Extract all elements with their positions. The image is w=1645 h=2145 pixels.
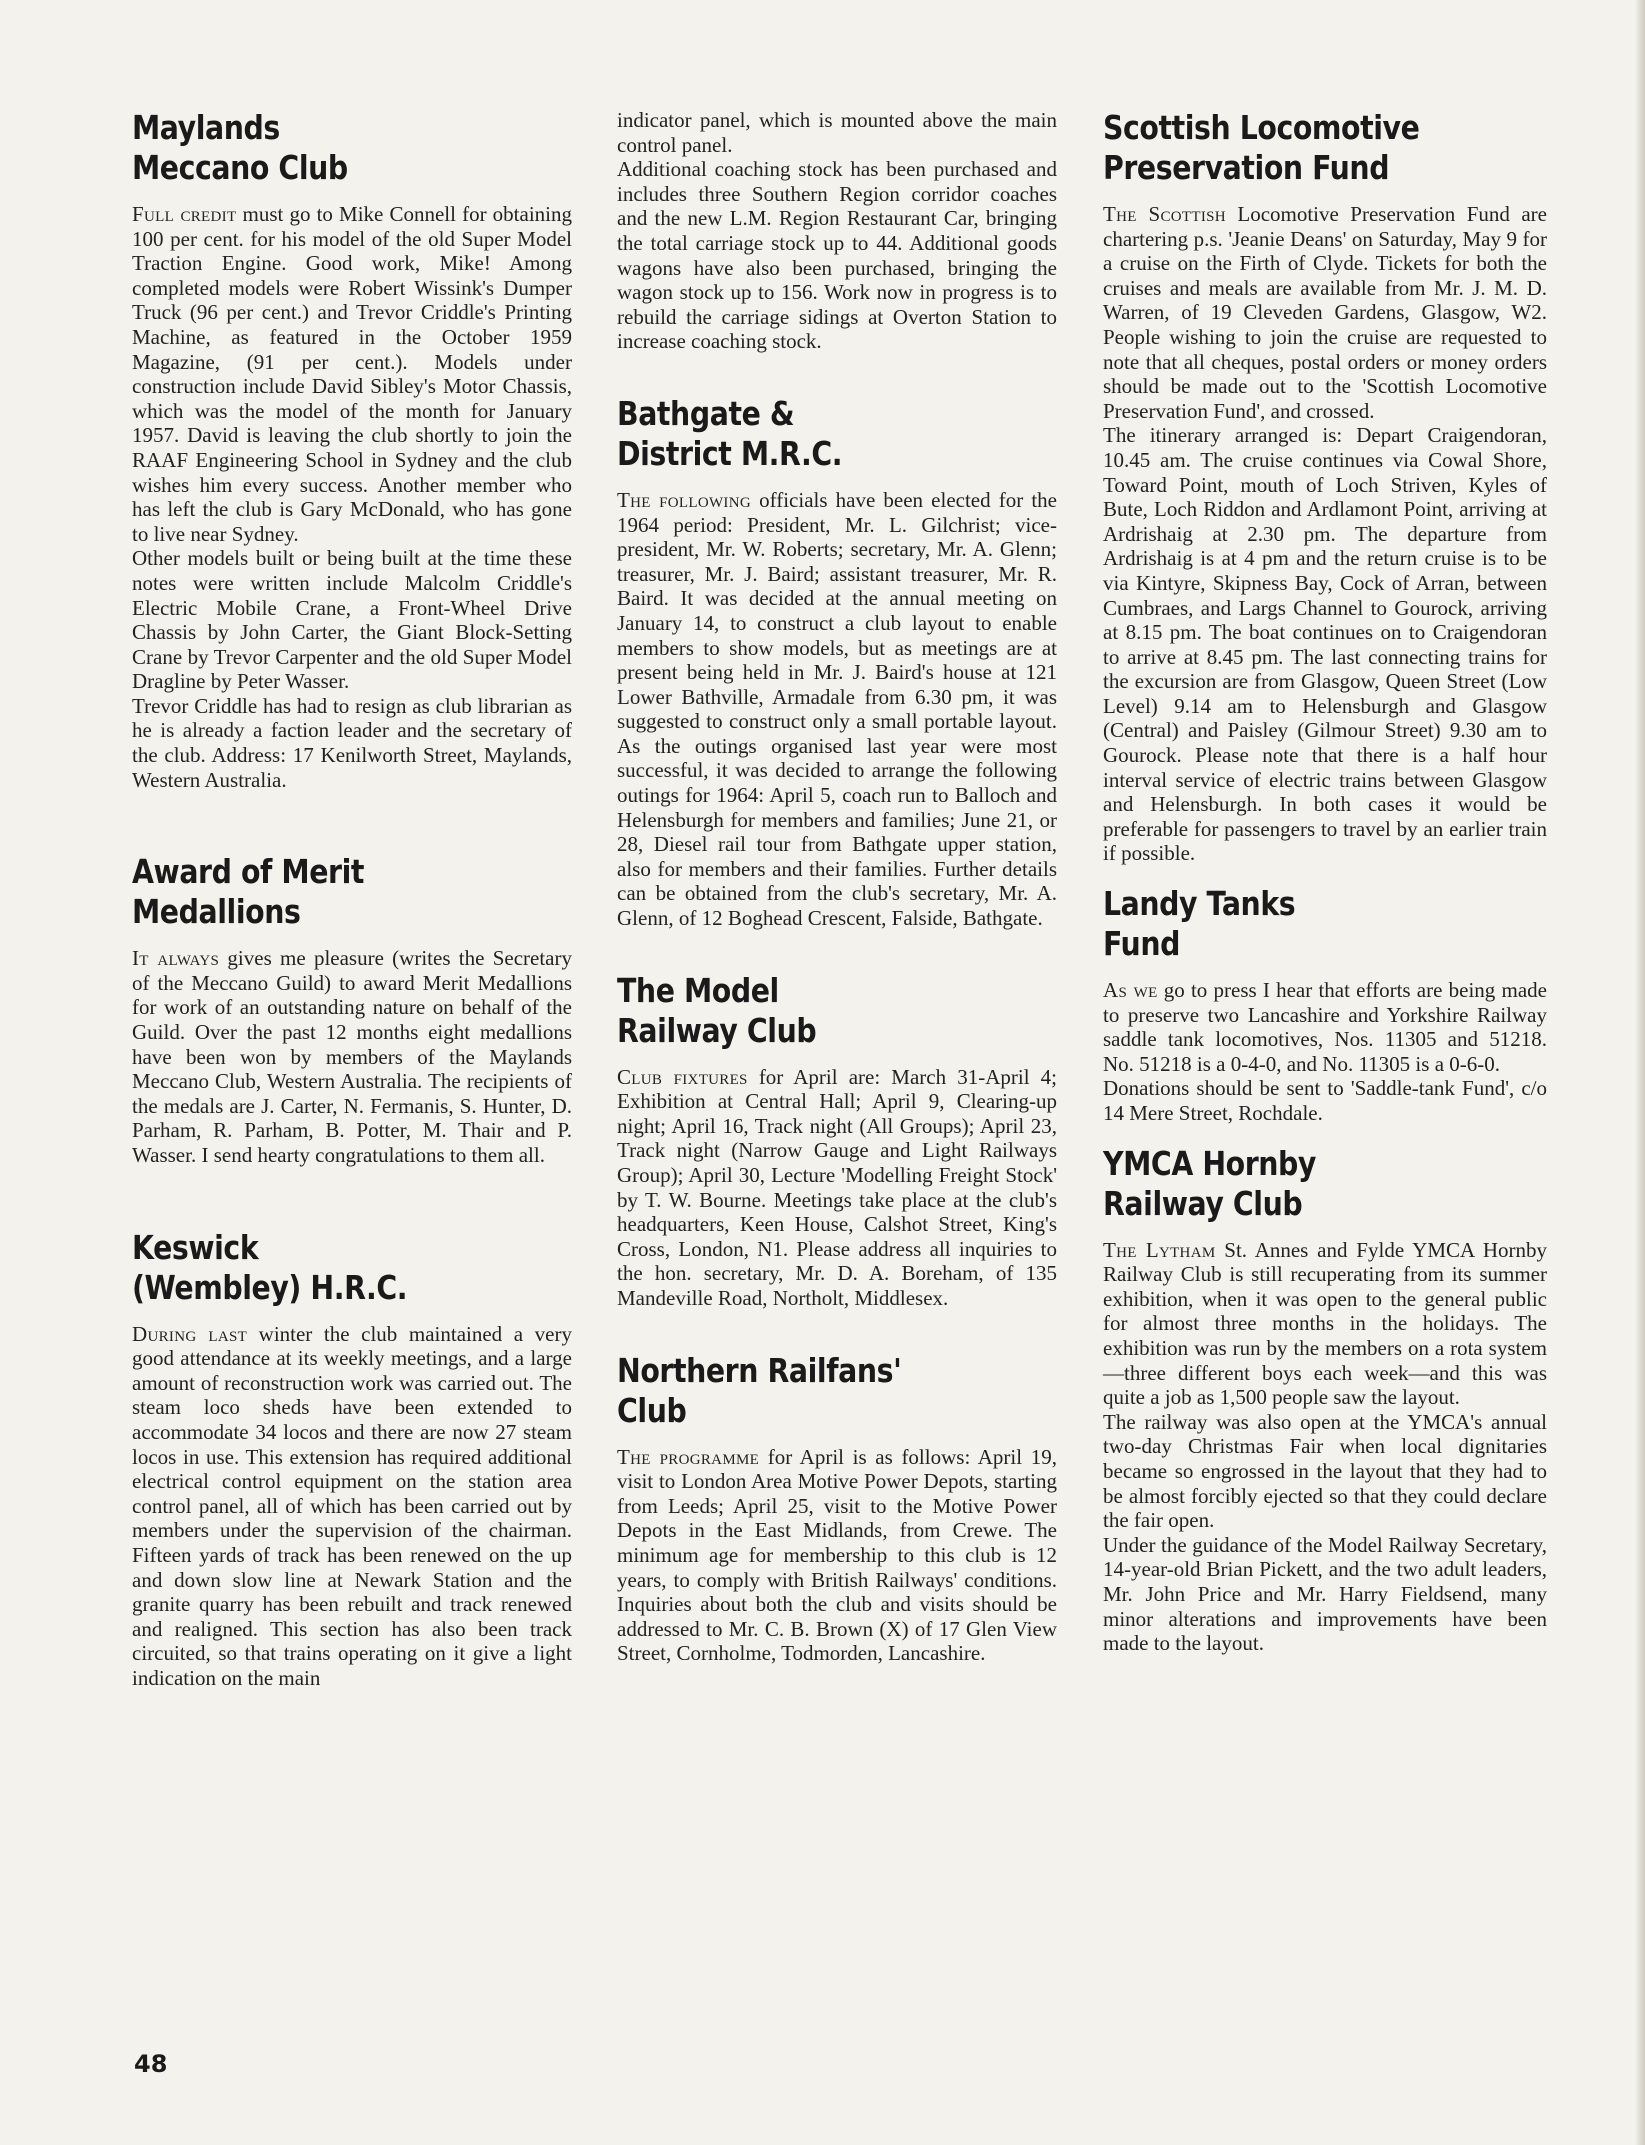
article-ymca-hornby-railway-club [1103, 1144, 1547, 1656]
heading-line: Railway Club [617, 1010, 817, 1050]
lead-in: The Lytham [1103, 1237, 1216, 1262]
heading-line: Landy Tanks [1103, 884, 1296, 924]
heading-line: Fund [1103, 924, 1180, 964]
paragraph [1103, 978, 1547, 1076]
heading-line: Keswick [132, 1227, 259, 1267]
heading-line: Medallions [132, 892, 301, 932]
paragraph: Under the guidance of the Model Railway Secretary, 14-year-old Brian Pickett, and the two adult leaders, Mr. John Price and Mr. Harry Fieldsend, many minor alterations and improvements have been made to the layout. [1103, 1532, 1547, 1656]
heading-line: Railway Club [1103, 1183, 1303, 1223]
article-heading [1103, 1144, 1485, 1224]
article-heading [617, 1351, 995, 1431]
article-maylands-meccano-club [132, 108, 572, 792]
heading-line: Scottish Locomotive [1103, 108, 1420, 147]
heading-line: (Wembley) H.R.C. [132, 1267, 408, 1307]
column-3 [1103, 108, 1547, 1656]
article-heading [132, 108, 510, 188]
paragraph: The railway was also open at the YMCA's annual two-day Christmas Fair when local dignitaries became so engrossed in the layout that they had to be almost forcibly ejected so that they could declare the fair open. [1103, 1409, 1547, 1533]
article-landy-tanks-fund [1103, 884, 1547, 1126]
article-the-model-railway-club [617, 971, 1057, 1311]
paragraph-text: gives me pleasure (writes the Secretary of the Meccano Guild) to award Merit Medallions for work of an outstanding nature on behalf of the Guild. Over the past 12 months eight medallions have been won by members of the Maylands Meccano Club, Western Australia. The recipients of the medals are J. Carter, N. Fermanis, S. Hunter, D. Parham, R. Parham, B. Potter, M. Thair and P. Wasser. I send hearty congratulations to them all. [132, 946, 572, 1167]
article-heading [1103, 108, 1485, 188]
lead-in: The programme [617, 1444, 760, 1469]
paragraph-text: St. Annes and Fylde YMCA Hornby Railway Club is still recuperating from its summer exhibition, when it was open to the general public for almost three months in the holidays. The exhibition was run by the members on a rota system—three different boys each week—and this was quite a job as 1,500 people saw the layout. [1103, 1237, 1547, 1410]
heading-line: Club [617, 1390, 687, 1430]
lead-in: Club fixtures [617, 1064, 748, 1089]
lead-in: Full credit [132, 202, 237, 226]
article-heading [132, 852, 510, 932]
article-body [1103, 1238, 1547, 1656]
paragraph-text: Locomotive Preservation Fund are chartering p.s. 'Jeanie Deans' on Saturday, May 9 for a cruise on the Firth of Clyde. Tickets for both the cruises and meals are available from Mr. J. M. D. Warren, of 19 Cleveden Gardens, Glasgow, W2. People wishing to join the cruise are requested to note that all cheques, postal orders or money orders should be made out to the 'Scottish Locomotive Preservation Fund', and crossed. [1103, 202, 1547, 423]
lead-in: During last [132, 1321, 248, 1346]
paragraph-text: go to press I hear that efforts are being made to preserve two Lancashire and Yorkshire Railway saddle tank locomotives, Nos. 11305 and 51218. No. 51218 is a 0-4-0, and No. 11305 is a 0-6-0. [1103, 978, 1547, 1076]
paragraph: Additional coaching stock has been purchased and includes three Southern Region corridor coaches and the new L.M. Region Restaurant Car, bringing the total carriage stock up to 44. Additional goods wagons have also been purchased, bringing the wagon stock up to 156. Work now in progress is to rebuild the carriage sidings at Overton Station to increase coaching stock. [617, 157, 1057, 354]
article-body [132, 946, 572, 1167]
paragraph [617, 1445, 1057, 1666]
article-body [617, 488, 1057, 931]
article-body [132, 202, 572, 792]
heading-line: Preservation Fund [1103, 148, 1390, 187]
article-body [1103, 978, 1547, 1126]
article-body [617, 1445, 1057, 1666]
paragraph [132, 946, 572, 1167]
paragraph-text: winter the club maintained a very good attendance at its weekly meetings, and a large amount of reconstruction work was carried out. The steam loco sheds have been extended to accommodate 34 locos and there are now 27 steam locos in use. This extension has required additional electrical control equipment on the station area control panel, all of which has been carried out by members under the supervision of the chairman. Fifteen yards of track has been renewed on the up and down slow line at Newark Station and the granite quarry has been rebuilt and track renewed and realigned. This section has also been track circuited, so that trains operating on it give a light indication on the main [132, 1321, 572, 1690]
paragraph [1103, 202, 1547, 423]
heading-line: Bathgate & [617, 393, 795, 433]
paragraph [617, 1065, 1057, 1311]
paragraph [132, 1322, 572, 1691]
page-number: 48 [134, 2050, 168, 2078]
paragraph: The itinerary arranged is: Depart Craigendoran, 10.45 am. The cruise continues via Cowal Shore, Toward Point, mouth of Loch Striven, Kyles of Bute, Loch Riddon and Ardlamont Point, arriving at Ardrishaig at 2.30 pm. The departure from Ardrishaig is at 4 pm and the return cruise is to be via Kintyre, Skipness Bay, Cock of Arran, between Cumbraes, and Largs Channel to Gourock, arriving at 8.15 pm. The boat continues on to Craigendoran to arrive at 8.45 pm. The last connecting trains for the excursion are from Glasgow, Queen Street (Low Level) 9.14 am to Helensburgh and Glasgow (Central) and Paisley (Gilmour Street) 9.30 am to Gourock. Please note that there is a half hour interval service of electric trains between Glasgow and Helensburgh. In both cases it would be preferable for passengers to travel by an earlier train if possible. [1103, 423, 1547, 866]
heading-line: District M.R.C. [617, 433, 843, 473]
heading-line: The Model [617, 970, 779, 1010]
lead-in: The following [617, 487, 751, 512]
paragraph-text: officials have been elected for the 1964 period: President, Mr. L. Gilchrist; vice-president, Mr. W. Roberts; secretary, Mr. A. Glenn; treasurer, Mr. J. Baird; assistant treasurer, Mr. R. Baird. It was decided at the annual meeting on January 14, to construct a club layout to enable members to show models, but as meetings are at present being held in Mr. J. Baird's house at 121 Lower Bathville, Armadale from 6.30 pm, it was suggested to construct only a small portable layout. As the outings organised last year were most successful, it was decided to arrange the following outings for 1964: April 5, coach run to Balloch and Helensburgh for members and families; June 21, or 28, Diesel rail tour from Bathgate upper station, also for members and their families. Further details can be obtained from the club's secretary, Mr. A. Glenn, of 12 Boghead Crescent, Falside, Bathgate. [617, 487, 1057, 931]
article-body [1103, 202, 1547, 866]
column-1 [132, 108, 572, 1691]
heading-line: YMCA Hornby [1103, 1143, 1316, 1183]
paragraph [132, 202, 572, 546]
article-bathgate-district-mrc [617, 394, 1057, 931]
article-keswick-wembley-hrc [132, 1228, 572, 1691]
paragraph-text: for April are: March 31-April 4; Exhibition at Central Hall; April 9, Clearing-up night; April 16, Track night (All Groups); April 23, Track night (Narrow Gauge and Light Railways Group); April 30, Lecture 'Modelling Freight Stock' by T. W. Bourne. Meetings take place at the club's headquarters, Keen House, Calshot Street, King's Cross, London, N1. Please address all inquiries to the hon. secretary, Mr. D. A. Boreham, of 135 Mandeville Road, Northolt, Middlesex. [617, 1064, 1057, 1310]
paragraph-text: must go to Mike Connell for obtaining 100 per cent. for his model of the old Super Model Traction Engine. Good work, Mike! Among completed models were Robert Wissink's Dumper Truck (96 per cent.) and Trevor Criddle's Printing Machine, as featured in the October 1959 Magazine, (91 per cent.). Models under construction include David Sibley's Motor Chassis, which was the model of the month for January 1957. David is leaving the club shortly to join the RAAF Engineering School in Sydney and the club wishes him every success. Another member who has left the club is Gary McDonald, who has gone to live near Sydney. [132, 202, 572, 546]
column-2 [617, 108, 1057, 1666]
page-edge-shadow [1635, 0, 1645, 2145]
paragraph [1103, 1238, 1547, 1410]
article-continued [617, 108, 1057, 354]
paragraph: Trevor Criddle has had to resign as club librarian as he is already a faction leader and the secretary of the club. Address: 17 Kenilworth Street, Maylands, Western Australia. [132, 693, 572, 792]
heading-line: Maylands [132, 108, 280, 147]
paragraph-text: for April is as follows: April 19, visit to London Area Motive Power Depots, starting from Leeds; April 25, visit to the Motive Power Depots in the East Midlands, from Crewe. The minimum age for membership to this club is 12 years, to comply with British Railways' conditions. Inquiries about both the club and visits should be addressed to Mr. C. B. Brown (X) of 17 Glen View Street, Cornholme, Todmorden, Lancashire. [617, 1444, 1057, 1666]
article-body [132, 1322, 572, 1691]
article-heading [1103, 884, 1485, 964]
article-heading [617, 394, 995, 474]
heading-line: Award of Merit [132, 852, 365, 892]
paragraph: Donations should be sent to 'Saddle-tank Fund', c/o 14 Mere Street, Rochdale. [1103, 1076, 1547, 1125]
article-award-of-merit-medallions [132, 852, 572, 1167]
paragraph: Other models built or being built at the time these notes were written include Malcolm Criddle's Electric Mobile Crane, a Front-Wheel Drive Chassis by John Carter, the Giant Block-Setting Crane by Trevor Carpenter and the old Super Model Dragline by Peter Wasser. [132, 546, 572, 694]
paragraph: indicator panel, which is mounted above the main control panel. [617, 108, 1057, 157]
article-northern-railfans-club [617, 1351, 1057, 1666]
lead-in: It always [132, 946, 220, 971]
article-body [617, 108, 1057, 354]
article-heading [617, 971, 995, 1051]
article-body [617, 1065, 1057, 1311]
article-scottish-locomotive-preservation-fund [1103, 108, 1547, 866]
article-heading [132, 1228, 510, 1308]
heading-line: Meccano Club [132, 148, 348, 187]
heading-line: Northern Railfans' [617, 1350, 902, 1390]
lead-in: The Scottish [1103, 202, 1226, 226]
paragraph [617, 488, 1057, 931]
lead-in: As we [1103, 978, 1158, 1003]
